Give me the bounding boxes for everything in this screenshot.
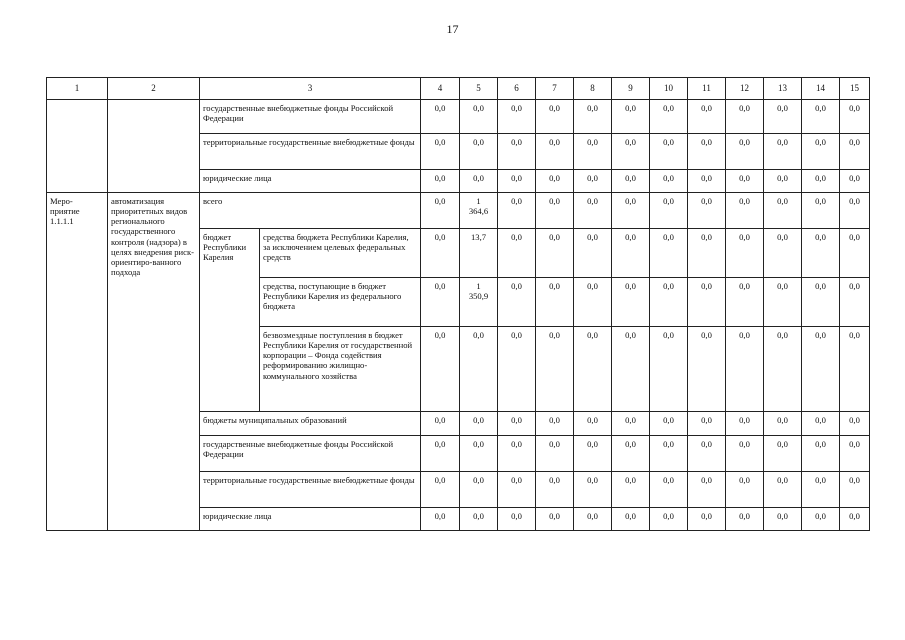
value-cell: 0,0 [650,278,688,327]
measure-number: Меро- приятие 1.1.1.1 [47,193,108,531]
value-cell: 0,0 [612,327,650,412]
value-cell: 0,0 [421,327,460,412]
value-cell: 0,0 [612,193,650,229]
value-cell: 0,0 [688,508,726,531]
header-cell: 15 [840,78,870,100]
value-cell: 0,0 [574,134,612,170]
value-cell: 0,0 [536,170,574,193]
header-cell: 8 [574,78,612,100]
value-cell: 0,0 [726,100,764,134]
value-cell: 0,0 [536,229,574,278]
value-cell: 0,0 [498,327,536,412]
total-label: всего [200,193,421,229]
table-row [47,100,870,134]
header-cell: 3 [200,78,421,100]
table-row [47,193,870,229]
value-cell: 0,0 [726,278,764,327]
value-cell: 0,0 [536,412,574,436]
value-cell: 0,0 [421,100,460,134]
value-cell: 0,0 [764,100,802,134]
value-cell: 0,0 [421,170,460,193]
value-cell: 0,0 [460,134,498,170]
value-cell: 0,0 [498,229,536,278]
value-cell: 0,0 [650,134,688,170]
value-cell: 0,0 [536,278,574,327]
budget-label: бюджет Республики Карелия [200,229,260,412]
row-label: бюджеты муниципальных образований [200,412,421,436]
value-cell: 0,0 [612,170,650,193]
value-cell: 0,0 [802,436,840,472]
value-cell: 0,0 [650,436,688,472]
value-cell: 0,0 [650,229,688,278]
value-cell: 0,0 [612,508,650,531]
value-cell: 0,0 [460,170,498,193]
value-cell: 0,0 [421,436,460,472]
value-cell: 0,0 [498,193,536,229]
row-label: юридические лица [200,508,421,531]
value-cell: 0,0 [688,170,726,193]
value-cell: 0,0 [688,134,726,170]
value-cell: 0,0 [498,100,536,134]
value-cell: 0,0 [726,508,764,531]
value-cell: 0,0 [650,472,688,508]
budget-source-label: средства, поступающие в бюджет Республики Карелия из федерального бюджета [260,278,421,327]
empty-cell [108,100,200,193]
value-cell: 0,0 [574,193,612,229]
value-cell: 0,0 [574,278,612,327]
value-cell: 0,0 [498,278,536,327]
header-cell: 6 [498,78,536,100]
value-cell: 0,0 [802,327,840,412]
header-cell: 14 [802,78,840,100]
value-cell: 0,0 [840,278,870,327]
value-cell: 0,0 [498,508,536,531]
value-cell: 0,0 [802,134,840,170]
value-cell: 0,0 [840,508,870,531]
value-cell: 0,0 [612,229,650,278]
value-cell: 0,0 [421,472,460,508]
value-cell: 0,0 [688,436,726,472]
value-cell: 0,0 [498,170,536,193]
value-cell: 0,0 [650,170,688,193]
value-cell: 0,0 [764,229,802,278]
value-cell: 0,0 [802,229,840,278]
value-cell: 0,0 [460,472,498,508]
value-cell: 0,0 [764,327,802,412]
value-cell: 0,0 [726,436,764,472]
row-label: государственные внебюджетные фонды Российской Федерации [200,436,421,472]
value-cell: 0,0 [460,436,498,472]
value-cell: 0,0 [840,436,870,472]
value-cell: 0,0 [421,134,460,170]
value-cell: 0,0 [726,327,764,412]
value-cell: 0,0 [840,229,870,278]
value-cell: 0,0 [536,508,574,531]
value-cell: 0,0 [460,508,498,531]
header-cell: 1 [47,78,108,100]
value-cell: 0,0 [802,508,840,531]
value-cell: 0,0 [574,472,612,508]
value-cell: 0,0 [688,412,726,436]
value-cell: 0,0 [650,327,688,412]
value-cell: 0,0 [802,472,840,508]
header-cell: 12 [726,78,764,100]
header-cell: 4 [421,78,460,100]
value-cell: 0,0 [536,472,574,508]
row-label: территориальные государственные внебюджетные фонды [200,134,421,170]
value-cell: 0,0 [498,412,536,436]
value-cell: 0,0 [574,436,612,472]
value-cell: 0,0 [421,193,460,229]
value-cell: 0,0 [688,327,726,412]
header-cell: 11 [688,78,726,100]
value-cell: 0,0 [536,436,574,472]
row-label: государственные внебюджетные фонды Российской Федерации [200,100,421,134]
value-cell: 0,0 [460,327,498,412]
value-cell: 0,0 [498,436,536,472]
value-cell: 0,0 [536,327,574,412]
header-row [47,78,870,100]
value-cell: 0,0 [498,134,536,170]
value-cell: 0,0 [764,134,802,170]
value-cell: 0,0 [802,412,840,436]
value-cell: 0,0 [688,278,726,327]
value-cell: 0,0 [421,412,460,436]
value-cell: 1 364,6 [460,193,498,229]
value-cell: 0,0 [574,508,612,531]
header-cell: 2 [108,78,200,100]
value-cell: 0,0 [612,436,650,472]
value-cell: 0,0 [574,100,612,134]
value-cell: 0,0 [802,193,840,229]
header-cell: 10 [650,78,688,100]
value-cell: 0,0 [688,472,726,508]
value-cell: 0,0 [764,412,802,436]
value-cell: 0,0 [612,134,650,170]
value-cell: 0,0 [840,100,870,134]
value-cell: 0,0 [726,193,764,229]
measure-description: автоматизация приоритетных видов регионального государственного контроля (надзора) в целях внедрения риск-ориентиро-ванного подхода [108,193,200,531]
value-cell: 0,0 [764,170,802,193]
value-cell: 0,0 [612,412,650,436]
value-cell: 0,0 [802,170,840,193]
value-cell: 0,0 [688,229,726,278]
value-cell: 0,0 [840,472,870,508]
value-cell: 0,0 [650,100,688,134]
budget-source-label: средства бюджета Республики Карелия, за исключением целевых федеральных средств [260,229,421,278]
value-cell: 0,0 [460,412,498,436]
value-cell: 0,0 [612,472,650,508]
value-cell: 0,0 [650,193,688,229]
value-cell: 0,0 [764,278,802,327]
value-cell: 0,0 [802,278,840,327]
budget-source-label: безвозмездные поступления в бюджет Республики Карелия от государственной корпорации – Фонда содействия реформированию жилищно-коммунального хозяйства [260,327,421,412]
value-cell: 13,7 [460,229,498,278]
value-cell: 0,0 [574,170,612,193]
value-cell: 0,0 [840,134,870,170]
value-cell: 0,0 [536,100,574,134]
value-cell: 0,0 [726,134,764,170]
value-cell: 0,0 [574,412,612,436]
value-cell: 0,0 [574,229,612,278]
row-label: территориальные государственные внебюджетные фонды [200,472,421,508]
value-cell: 0,0 [688,193,726,229]
header-cell: 13 [764,78,802,100]
empty-cell [47,100,108,193]
value-cell: 0,0 [764,508,802,531]
value-cell: 0,0 [612,100,650,134]
value-cell: 0,0 [840,327,870,412]
header-cell: 9 [612,78,650,100]
value-cell: 0,0 [574,327,612,412]
value-cell: 0,0 [840,193,870,229]
value-cell: 0,0 [421,278,460,327]
value-cell: 0,0 [650,412,688,436]
value-cell: 0,0 [764,436,802,472]
value-cell: 0,0 [764,472,802,508]
value-cell: 1 350,9 [460,278,498,327]
value-cell: 0,0 [498,472,536,508]
header-cell: 5 [460,78,498,100]
value-cell: 0,0 [802,100,840,134]
value-cell: 0,0 [612,278,650,327]
value-cell: 0,0 [688,100,726,134]
value-cell: 0,0 [764,193,802,229]
row-label: юридические лица [200,170,421,193]
page-number: 17 [446,22,459,36]
value-cell: 0,0 [840,170,870,193]
financing-table [46,77,870,531]
value-cell: 0,0 [421,508,460,531]
value-cell: 0,0 [840,412,870,436]
header-cell: 7 [536,78,574,100]
value-cell: 0,0 [650,508,688,531]
value-cell: 0,0 [726,170,764,193]
value-cell: 0,0 [726,229,764,278]
value-cell: 0,0 [460,100,498,134]
value-cell: 0,0 [536,134,574,170]
value-cell: 0,0 [726,472,764,508]
value-cell: 0,0 [726,412,764,436]
value-cell: 0,0 [421,229,460,278]
value-cell: 0,0 [536,193,574,229]
